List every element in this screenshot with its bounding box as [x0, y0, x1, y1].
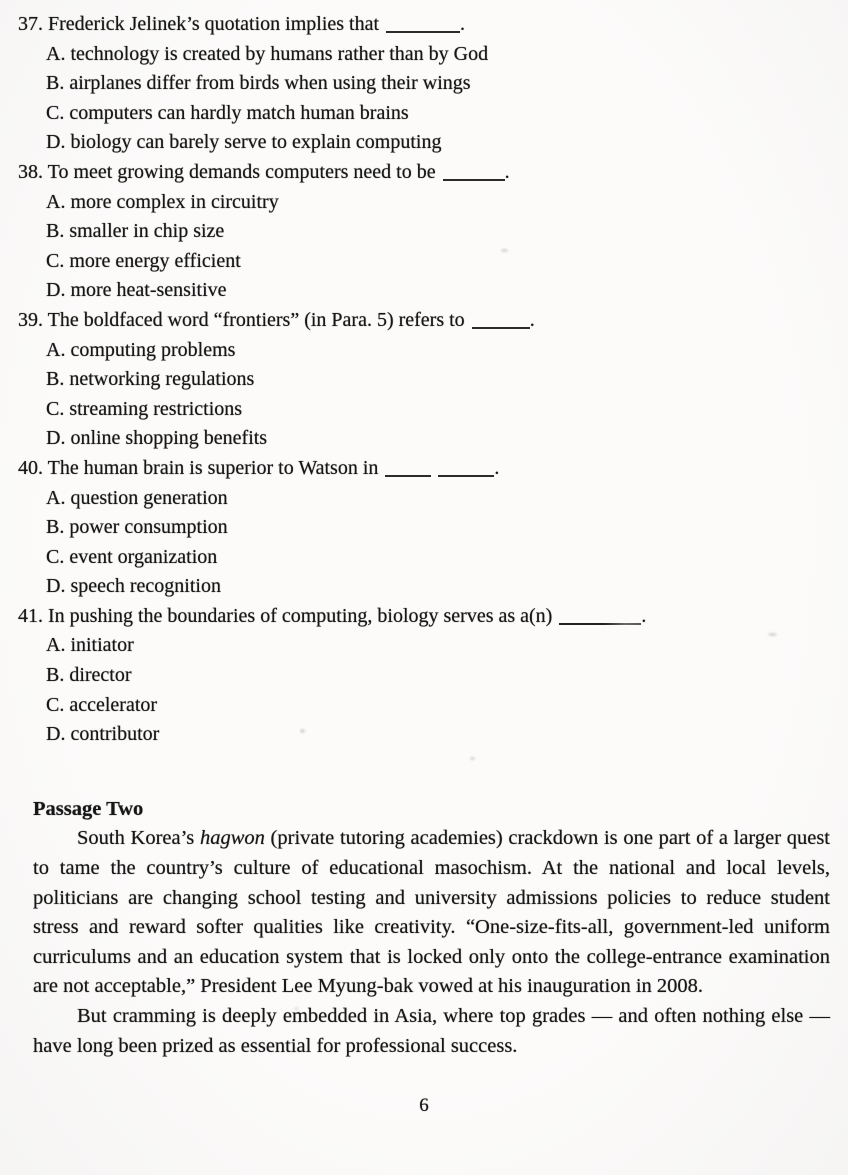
- option-c: C. computers can hardly match human brains: [46, 101, 409, 124]
- option-d: D. speech recognition: [46, 575, 221, 598]
- option-a: A. computing problems: [46, 338, 236, 361]
- question-text: In pushing the boundaries of computing, biology serves as a(n): [48, 604, 553, 627]
- question-number: 40.: [18, 456, 43, 479]
- question-number: 38.: [18, 160, 43, 183]
- question-number: 37.: [18, 13, 43, 35]
- page-number: 6: [419, 1095, 429, 1117]
- option-d: D. contributor: [46, 723, 160, 746]
- passage-paragraph-2: But cramming is deeply embedded in Asia, where top grades — and often nothing else — have long been prized as essential for professional success.: [33, 1005, 830, 1057]
- question-text: Frederick Jelinek’s quotation implies that: [48, 13, 380, 35]
- option-d: D. biology can barely serve to explain computing: [46, 131, 442, 154]
- question-stem: [18, 306, 836, 336]
- option-b: B. airplanes differ from birds when using their wings: [46, 72, 471, 95]
- italic-term: hagwon: [199, 827, 265, 850]
- question-stem: [18, 454, 836, 484]
- question-37: [18, 10, 836, 158]
- question-stem: [18, 602, 836, 632]
- question-stem: [18, 158, 836, 188]
- answer-blank: [559, 611, 641, 625]
- question-40: [18, 454, 836, 602]
- stem-period: .: [460, 13, 466, 35]
- option-b: B. smaller in chip size: [46, 220, 225, 243]
- stem-period: .: [529, 308, 535, 331]
- scan-speck: [768, 633, 777, 636]
- question-number: 41.: [18, 604, 43, 627]
- question-text: To meet growing demands computers need to be: [47, 160, 436, 183]
- stem-period: .: [504, 160, 510, 183]
- option-b: B. director: [46, 664, 132, 687]
- scan-speck: [470, 757, 475, 760]
- stem-period: .: [641, 604, 647, 627]
- option-d: D. more heat-sensitive: [46, 279, 227, 302]
- option-c: C. event organization: [46, 545, 218, 568]
- question-list: [18, 10, 836, 750]
- option-b: B. networking regulations: [46, 368, 255, 391]
- option-b: B. power consumption: [46, 516, 228, 539]
- question-text: The human brain is superior to Watson in: [47, 456, 379, 479]
- option-a: A. initiator: [46, 634, 134, 657]
- question-text: The boldfaced word “frontiers” (in Para. 5) refers to: [47, 308, 465, 331]
- question-number: 39.: [18, 308, 43, 331]
- stem-period: .: [494, 456, 500, 479]
- scan-speck: [294, 1007, 299, 1010]
- question-38: [18, 158, 836, 306]
- answer-blank: [386, 19, 460, 33]
- answer-blank: [472, 315, 530, 329]
- option-c: C. streaming restrictions: [46, 397, 243, 420]
- question-39: [18, 306, 836, 454]
- answer-blank: [438, 463, 494, 477]
- question-41: [18, 602, 836, 750]
- option-a: A. question generation: [46, 486, 228, 509]
- option-c: C. accelerator: [46, 693, 158, 716]
- passage-paragraph-1: [33, 824, 830, 1002]
- scan-speck: [501, 249, 508, 252]
- scan-speck: [300, 729, 305, 733]
- option-d: D. online shopping benefits: [46, 427, 268, 450]
- answer-blank: [443, 167, 505, 181]
- passage-heading: Passage Two: [33, 797, 144, 820]
- option-c: C. more energy efficient: [46, 249, 241, 272]
- option-a: A. more complex in circuitry: [46, 190, 279, 213]
- question-stem: [18, 10, 836, 40]
- answer-blank: [385, 463, 431, 477]
- option-a: A. technology is created by humans rather than by God: [46, 42, 489, 65]
- paragraph-text: (private tutoring academies) crackdown is one part of a larger quest to tame the country’s culture of educational masochism. At the national and local levels, politicians are changing school testing and university admissions policies to reduce student stress and reward softer qualities like creativity. “One-size-fits-all, government-led uniform curriculums and an education system that is locked only onto the college-entrance examination are not acceptable,” President Lee Myung-bak vowed at his inauguration in 2008.: [33, 827, 830, 998]
- paragraph-text: South Korea’s: [77, 827, 200, 850]
